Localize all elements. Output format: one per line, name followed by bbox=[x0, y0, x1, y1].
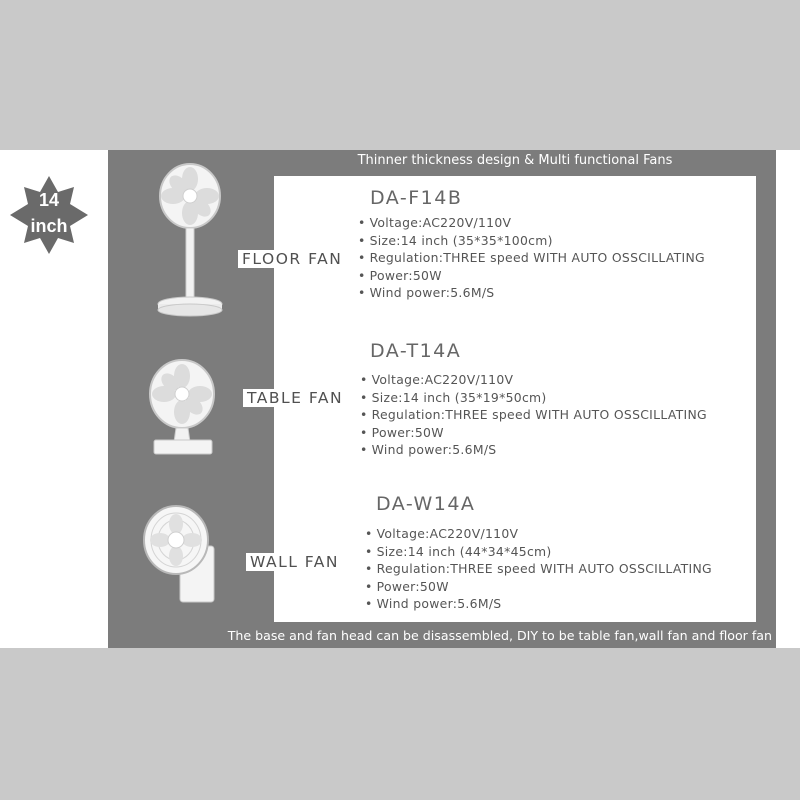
wall-fan-label: WALL FAN bbox=[246, 553, 343, 571]
spec-wind-power: • Wind power:5.6M/S bbox=[360, 441, 707, 459]
spec-wind-power: • Wind power:5.6M/S bbox=[365, 595, 712, 613]
badge-unit: inch bbox=[30, 216, 68, 236]
table-fan-model: DA-T14A bbox=[370, 340, 462, 362]
wall-fan-model: DA-W14A bbox=[376, 493, 476, 515]
spec-voltage: • Voltage:AC220V/110V bbox=[358, 214, 705, 232]
size-badge bbox=[10, 176, 88, 254]
spec-power: • Power:50W bbox=[365, 578, 712, 596]
header-tagline: Thinner thickness design & Multi functional Fans bbox=[357, 153, 673, 168]
badge-number: 14 bbox=[38, 190, 60, 210]
footer-note: The base and fan head can be disassembled, DIY to be table fan,wall fan and floor fan bbox=[227, 628, 772, 643]
spec-regulation: • Regulation:THREE speed WITH AUTO OSSCILLATING bbox=[360, 406, 707, 424]
spec-power: • Power:50W bbox=[358, 267, 705, 285]
wall-fan-specs bbox=[365, 525, 712, 613]
floor-fan-model: DA-F14B bbox=[370, 187, 463, 209]
spec-size: • Size:14 inch (35*19*50cm) bbox=[360, 389, 707, 407]
spec-voltage: • Voltage:AC220V/110V bbox=[360, 371, 707, 389]
spec-regulation: • Regulation:THREE speed WITH AUTO OSSCILLATING bbox=[358, 249, 705, 267]
floor-fan-image bbox=[150, 162, 230, 320]
spec-size: • Size:14 inch (35*35*100cm) bbox=[358, 232, 705, 250]
spec-wind-power: • Wind power:5.6M/S bbox=[358, 284, 705, 302]
table-fan-label: TABLE FAN bbox=[243, 389, 347, 407]
spec-voltage: • Voltage:AC220V/110V bbox=[365, 525, 712, 543]
spec-regulation: • Regulation:THREE speed WITH AUTO OSSCILLATING bbox=[365, 560, 712, 578]
wall-fan-image bbox=[142, 502, 220, 606]
spec-size: • Size:14 inch (44*34*45cm) bbox=[365, 543, 712, 561]
floor-fan-label: FLOOR FAN bbox=[238, 250, 346, 268]
spec-power: • Power:50W bbox=[360, 424, 707, 442]
table-fan-specs bbox=[360, 371, 707, 459]
floor-fan-specs bbox=[358, 214, 705, 302]
table-fan-image bbox=[146, 354, 218, 460]
star-badge-icon bbox=[10, 176, 88, 254]
